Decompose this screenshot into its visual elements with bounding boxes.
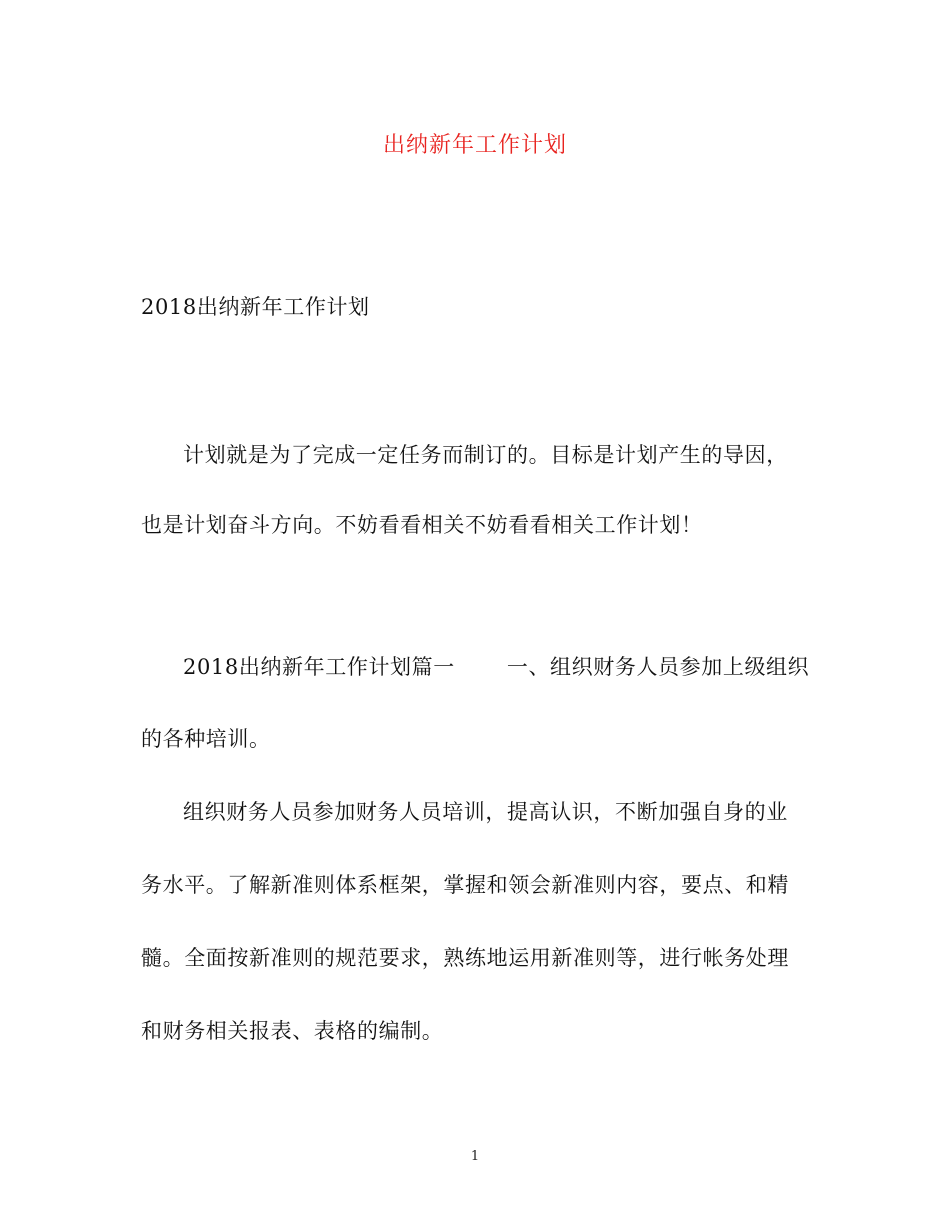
page-number: 1 bbox=[470, 1149, 480, 1164]
document-subtitle: 2018出纳新年工作计划 bbox=[141, 295, 370, 319]
body-line-3: 髓。全面按新准则的规范要求，熟练地运用新准则等，进行帐务处理 bbox=[141, 946, 789, 970]
section-point-continuation: 的各种培训。 bbox=[141, 727, 271, 751]
section-point: 一、组织财务人员参加上级组织 bbox=[506, 655, 810, 679]
body-line-2: 务水平。了解新准则体系框架，掌握和领会新准则内容，要点、和精 bbox=[141, 873, 789, 897]
section-heading: 2018出纳新年工作计划篇一 bbox=[183, 655, 455, 679]
document-title: 出纳新年工作计划 bbox=[382, 133, 567, 158]
intro-line-1: 计划就是为了完成一定任务而制订的。目标是计划产生的导因， bbox=[183, 443, 788, 467]
body-line-4: 和财务相关报表、表格的编制。 bbox=[141, 1019, 444, 1043]
body-line-1: 组织财务人员参加财务人员培训，提高认识，不断加强自身的业 bbox=[183, 800, 788, 824]
section-heading-line bbox=[183, 652, 809, 682]
intro-line-2: 也是计划奋斗方向。不妨看看相关不妨看看相关工作计划！ bbox=[141, 513, 703, 537]
